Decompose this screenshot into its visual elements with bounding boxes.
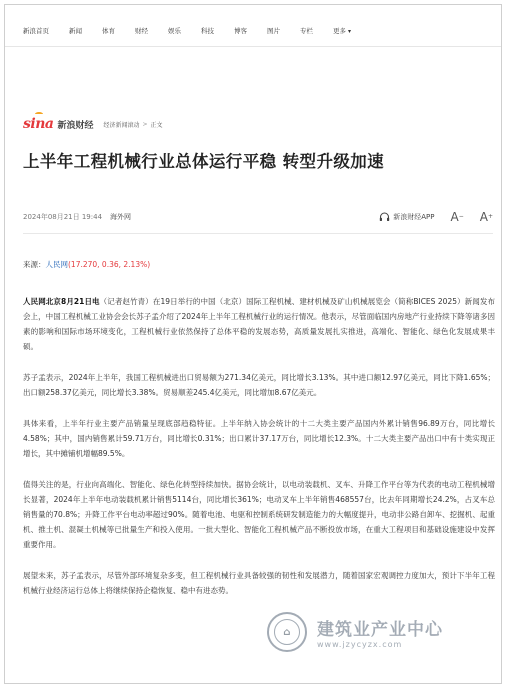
breadcrumb-separator-icon: > (142, 120, 148, 128)
article-meta (23, 210, 493, 224)
watermark-text (317, 615, 443, 649)
nav-item-photos[interactable]: 图片 (267, 27, 280, 35)
nav-item-sports[interactable]: 体育 (102, 27, 115, 35)
stock-quote[interactable]: (17.270, 0.36, 2.13%) (68, 260, 151, 269)
paragraph-2: 苏子孟表示，2024年上半年，我国工程机械进出口贸易额为271.34亿美元，同比增长3.13%。其中进口额12.97亿美元，同比下降1.65%；出口额258.37亿美元，同比增长3.38%。贸易顺差245.4亿美元，同比增加8.67亿美元。 (23, 373, 495, 397)
logo-eye-icon (35, 112, 43, 116)
headphones-icon (379, 212, 390, 222)
breadcrumb (103, 120, 162, 129)
breadcrumb-item-rolling-news[interactable]: 经济新闻滚动 (103, 121, 140, 129)
app-download-label: 新浪财经APP (393, 213, 435, 221)
article-title: 上半年工程机械行业总体运行平稳 转型升级加速 (23, 152, 385, 171)
font-decrease-label: A (450, 210, 459, 224)
minus-icon: − (458, 213, 464, 220)
nav-item-finance[interactable]: 财经 (135, 27, 148, 35)
font-increase-button[interactable] (480, 211, 493, 223)
app-download-link[interactable] (379, 212, 434, 222)
font-increase-label: A (479, 210, 488, 224)
paragraph-3: 具体来看，上半年行业主要产品销量呈现底部趋稳特征。上半年纳入协会统计的十二大类主要产品国内外累计销售96.89万台，同比增长4.58%；其中，国内销售累计59.71万台，同比增长0.31%；出口累计37.17万台，同比增长12.3%。十二大类主要产品出口中有十类实现正增长，其中摊铺机增幅89.5%。 (23, 419, 495, 458)
article-source[interactable]: 海外网 (110, 213, 132, 221)
paragraph-1 (23, 294, 495, 354)
nav-item-news[interactable]: 新闻 (69, 27, 82, 35)
nav-item-blog[interactable]: 博客 (234, 27, 247, 35)
page-frame (4, 4, 502, 684)
plus-icon: + (487, 213, 493, 220)
meta-tools (379, 211, 493, 223)
nav-item-tech[interactable]: 科技 (201, 27, 214, 35)
watermark-seal-inner: ⌂ (274, 619, 300, 645)
dateline: 人民网北京8月21日电 (23, 297, 100, 306)
site-header (23, 116, 163, 132)
font-decrease-button[interactable] (451, 211, 464, 223)
chevron-down-icon: ▾ (348, 28, 352, 35)
article-body (23, 257, 495, 614)
source-line (23, 257, 495, 272)
sina-logo[interactable] (23, 116, 53, 132)
source-prefix: 来源： (23, 260, 46, 269)
watermark-url: www.jzycyzx.com (317, 640, 403, 649)
nav-item-more[interactable] (333, 27, 351, 36)
breadcrumb-item-current: 正文 (150, 121, 163, 129)
source-link[interactable]: 人民网 (45, 260, 68, 269)
paragraph-4: 值得关注的是，行业向高端化、智能化、绿色化转型持续加快。据协会统计，以电动装载机、叉车、升降工作平台等为代表的电动工程机械增长显著，2024年上半年电动装载机累计销售5114台，同比增长361%；电动叉车上半年销售468557台，比去年同期增长24.2%，占叉车总销售量的70.8%；升降工作平台电动率超过90%。随着电池、电驱和控制系统研发制造能力的大幅度提升，电动非公路自卸车、挖掘机、起重机、推土机、混凝土机械等已批量生产和投入使用。一批大型化、智能化工程机械产品不断投放市场，在重大工程项目和基础设施建设中发挥重要作用。 (23, 480, 495, 549)
watermark-title: 建筑业产业中心 (317, 620, 443, 640)
watermark-seal-icon (267, 612, 307, 652)
logo-text: sina (23, 116, 54, 132)
watermark (267, 611, 497, 653)
site-name[interactable]: 新浪财经 (57, 120, 94, 131)
meta-divider (23, 233, 493, 234)
paragraph-5: 展望未来，苏子孟表示，尽管外部环境复杂多变，但工程机械行业具备较强的韧性和发展潜力，随着国家宏观调控力度加大，预计下半年工程机械行业经济运行总体上将继续保持企稳恢复、稳中有进态势。 (23, 571, 495, 595)
publish-date: 2024年08月21日 19:44 (23, 213, 103, 221)
nav-item-entertainment[interactable]: 娱乐 (168, 27, 181, 35)
nav-more-label: 更多 (333, 27, 346, 35)
paragraph-1-text: （记者赵竹青）在19日举行的中国（北京）国际工程机械、建材机械及矿山机械展览会（简称BICES 2025）新闻发布会上，中国工程机械工业协会会长苏子孟介绍了2024年上半年工程机械行业的运行情况。他表示，尽管面临国内房地产行业持续下降等诸多因素的影响和国际市场环境变化，工程机械行业依然保持了总体平稳的发展态势，高质量发展扎实推进，高端化、智能化、绿色化发展成果丰硕。 (23, 297, 496, 351)
nav-item-home[interactable]: 新浪首页 (23, 27, 49, 35)
nav-item-columns[interactable]: 专栏 (300, 27, 313, 35)
top-navigation (5, 5, 501, 47)
